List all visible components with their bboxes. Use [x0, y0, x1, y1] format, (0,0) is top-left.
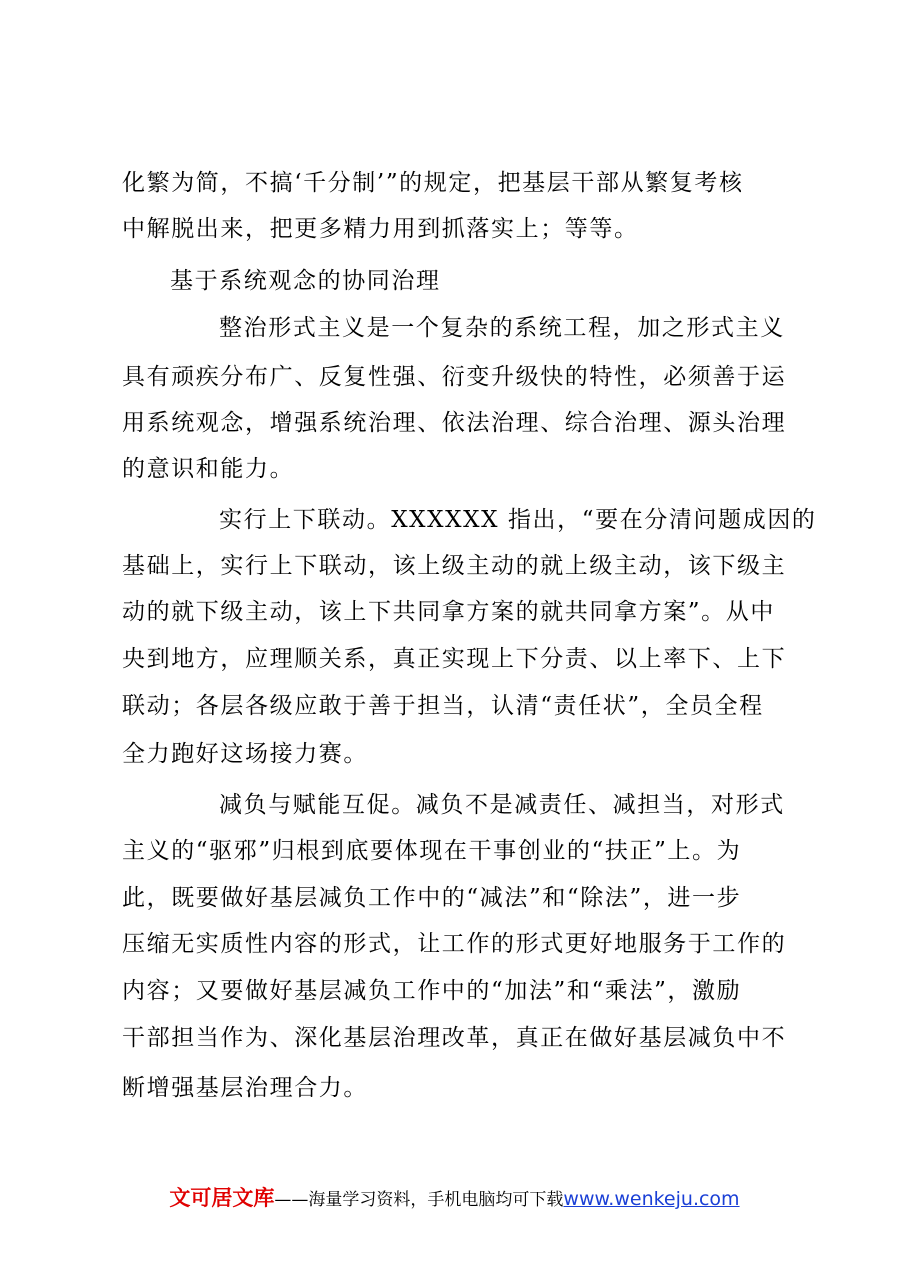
body-line: 主义的“驱邪”归根到底要体现在干事创业的“扶正”上。为 [122, 838, 742, 864]
website-link[interactable]: www.wenkeju.com [563, 1188, 740, 1210]
body-line: 用系统观念，增强系统治理、依法治理、综合治理、源头治理 [122, 410, 787, 436]
body-line: 压缩无实质性内容的形式，让工作的形式更好地服务于工作的 [122, 931, 787, 957]
body-line: 联动；各层各级应敢于善于担当，认清“责任状”，全员全程 [122, 693, 764, 719]
body-line: 减负与赋能互促。减负不是减责任、减担当，对形式 [219, 792, 785, 818]
body-line: 此，既要做好基层减负工作中的“减法”和“除法”，进一步 [122, 885, 742, 911]
body-line: 中解脱出来，把更多精力用到抓落实上；等等。 [122, 216, 639, 242]
brand-name: 文可居文库 [169, 1186, 275, 1210]
body-line: 断增强基层治理合力。 [122, 1075, 368, 1101]
body-line: 基础上，实行上下联动，该上级主动的就上级主动，该下级主 [122, 553, 787, 579]
footer-tagline: ——海量学习资料，手机电脑均可下载 [274, 1190, 564, 1210]
body-line: 央到地方，应理顺关系，真正实现上下分责、以上率下、上下 [122, 646, 787, 672]
body-line: 内容；又要做好基层减负工作中的“加法”和“乘法”，激励 [122, 978, 742, 1004]
section-heading: 基于系统观念的协同治理 [170, 268, 441, 294]
body-line: 具有顽疾分布广、反复性强、衍变升级快的特性，必须善于运 [122, 364, 787, 390]
body-line: 整治形式主义是一个复杂的系统工程，加之形式主义 [219, 315, 785, 341]
body-line: 实行上下联动。XXXXXX 指出，“要在分清问题成因的 [219, 507, 817, 533]
body-line: 动的就下级主动，该上下共同拿方案的就共同拿方案”。从中 [122, 599, 775, 625]
body-line: 化繁为简，不搞‘千分制’”的规定，把基层干部从繁复考核 [122, 170, 744, 196]
body-line: 的意识和能力。 [122, 456, 295, 482]
body-line: 全力跑好这场接力赛。 [122, 741, 368, 767]
body-line: 干部担当作为、深化基层治理改革，真正在做好基层减负中不 [122, 1025, 787, 1051]
footer [0, 1182, 909, 1212]
